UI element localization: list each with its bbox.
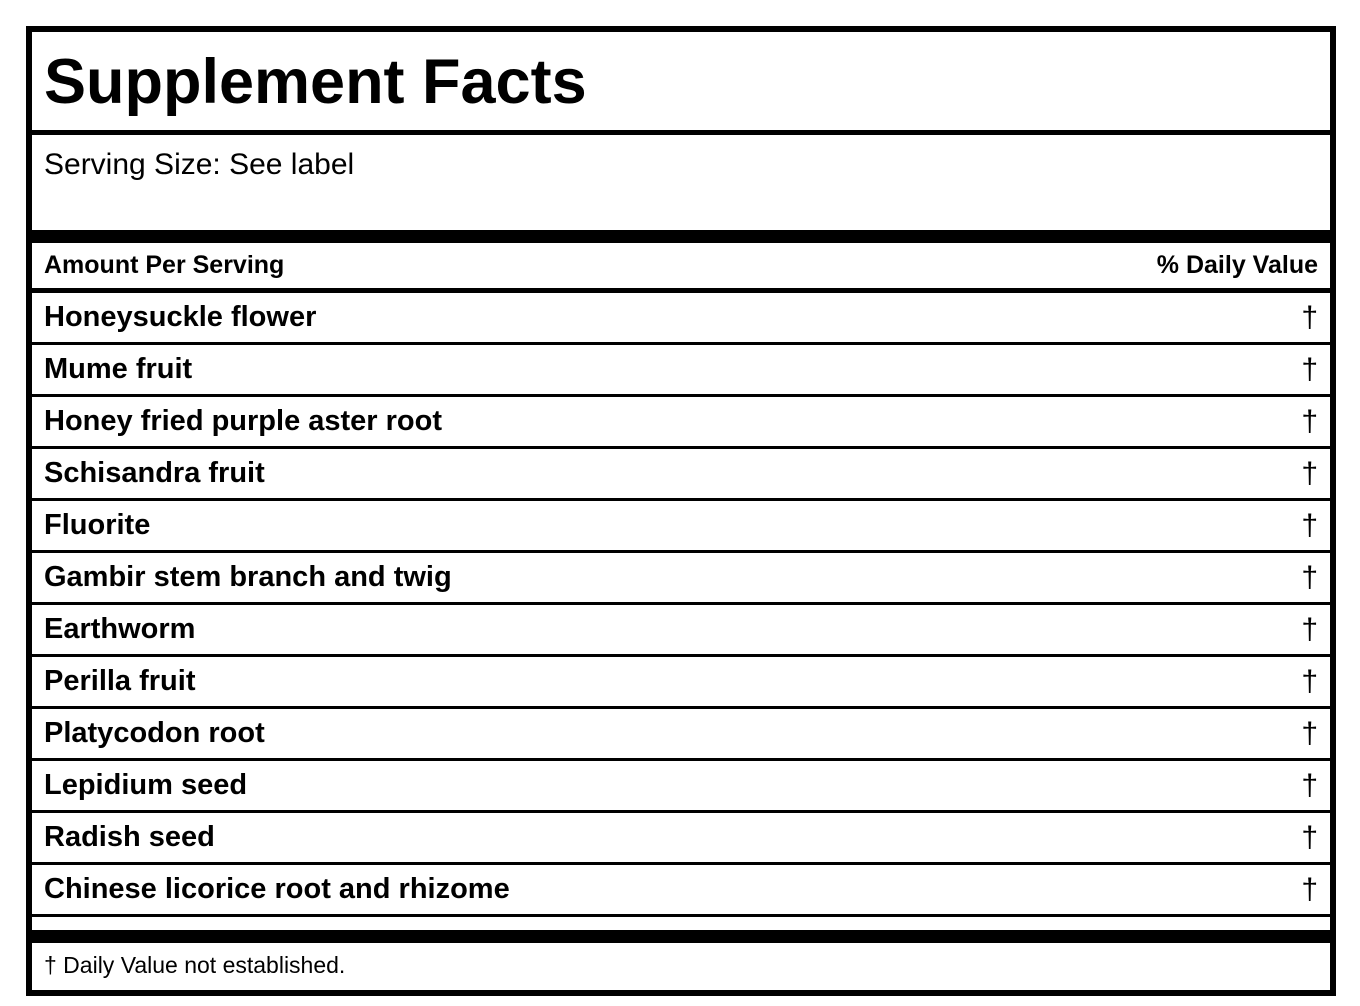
ingredient-daily-value: † [1301,352,1318,386]
ingredient-daily-value: † [1301,456,1318,490]
ingredient-name: Honeysuckle flower [44,301,317,333]
ingredient-daily-value: † [1301,560,1318,594]
ingredient-row [32,813,1330,865]
ingredient-name: Chinese licorice root and rhizome [44,873,510,905]
ingredient-daily-value: † [1301,716,1318,750]
ingredient-name: Earthworm [44,613,196,645]
daily-value-header: % Daily Value [1156,251,1318,279]
amount-per-serving-header: Amount Per Serving [44,251,285,279]
footnote: † Daily Value not established. [44,952,346,978]
ingredient-name: Fluorite [44,509,151,541]
ingredient-row [32,449,1330,501]
ingredient-name: Honey fried purple aster root [44,405,443,437]
supplement-facts-panel [26,26,1336,996]
ingredient-name: Perilla fruit [44,665,196,697]
ingredient-name: Schisandra fruit [44,457,265,489]
ingredient-name: Platycodon root [44,717,265,749]
ingredient-list [32,293,1330,917]
ingredient-daily-value: † [1301,820,1318,854]
panel-title: Supplement Facts [44,47,587,117]
ingredient-row [32,865,1330,917]
ingredient-daily-value: † [1301,612,1318,646]
thick-divider-bottom [32,930,1330,943]
ingredient-row [32,293,1330,345]
ingredient-daily-value: † [1301,664,1318,698]
ingredient-name: Radish seed [44,821,215,853]
column-header-row [32,243,1330,288]
ingredient-name: Mume fruit [44,353,193,385]
ingredient-name: Lepidium seed [44,769,248,801]
thick-divider-top [32,230,1330,243]
ingredient-row [32,709,1330,761]
ingredient-row [32,605,1330,657]
ingredient-daily-value: † [1301,300,1318,334]
serving-size: Serving Size: See label [44,148,355,181]
ingredient-daily-value: † [1301,872,1318,906]
ingredient-name: Gambir stem branch and twig [44,561,452,593]
ingredient-row [32,501,1330,553]
title-divider [32,130,1330,135]
ingredient-row [32,761,1330,813]
ingredient-row [32,553,1330,605]
ingredient-row [32,657,1330,709]
ingredient-row [32,397,1330,449]
ingredient-row [32,345,1330,397]
ingredient-daily-value: † [1301,508,1318,542]
ingredient-daily-value: † [1301,768,1318,802]
ingredient-daily-value: † [1301,404,1318,438]
